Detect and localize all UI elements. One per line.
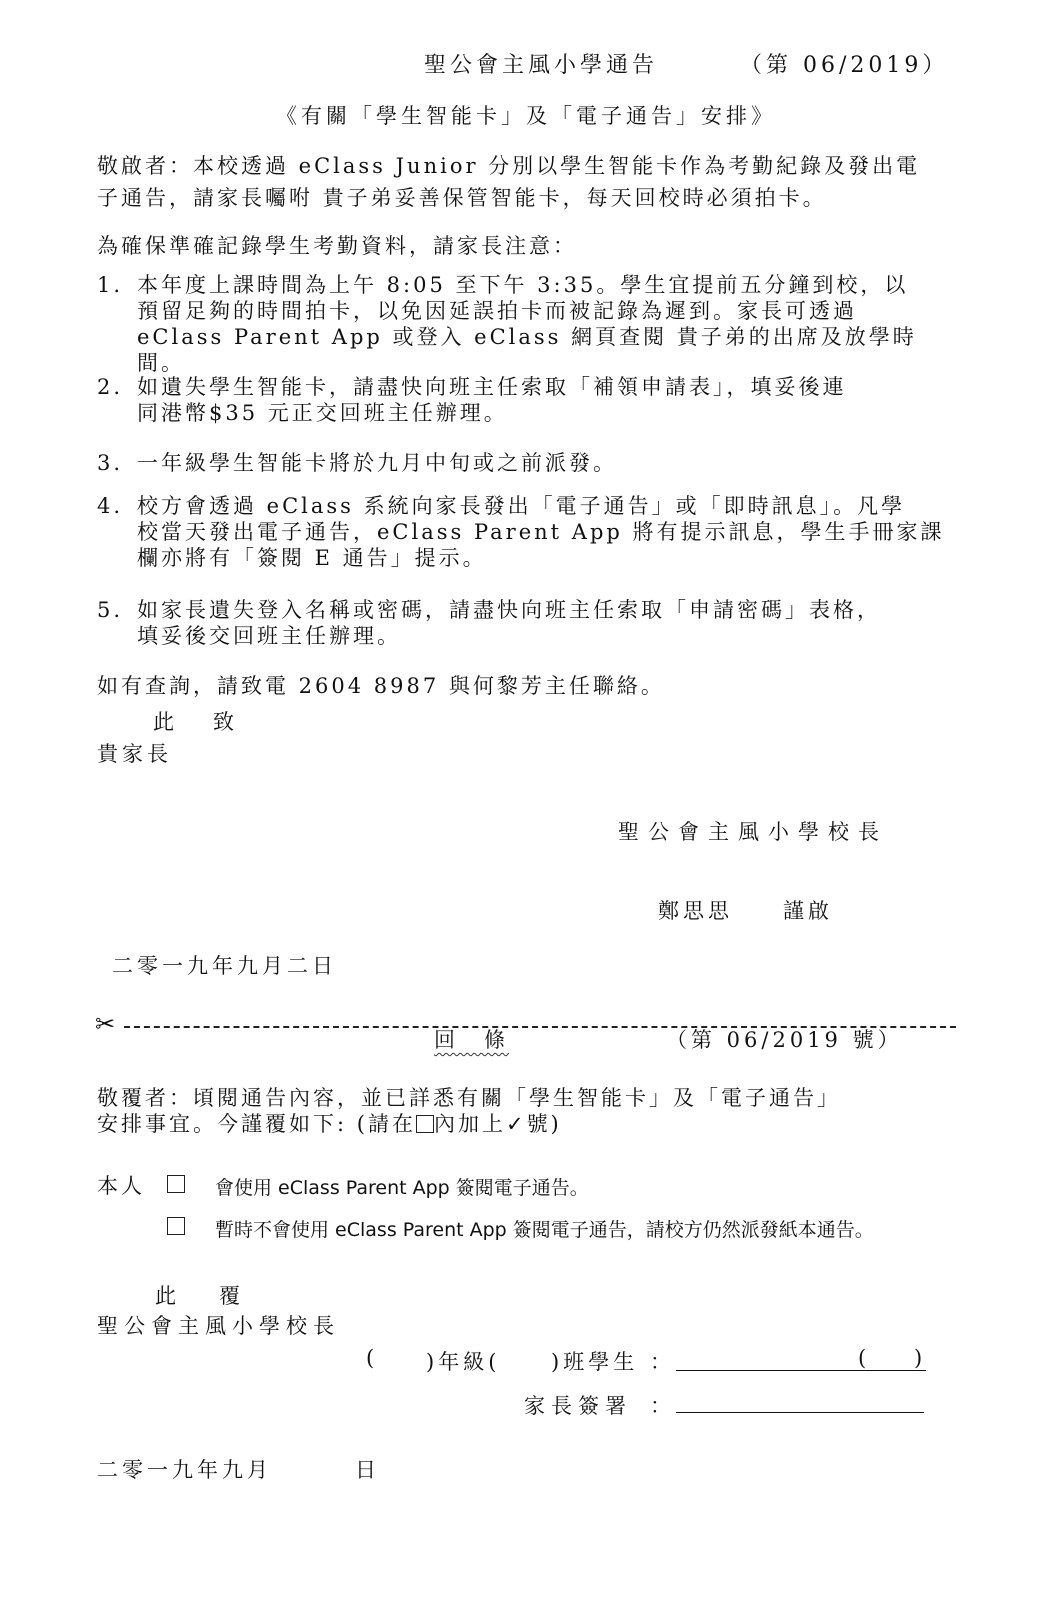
parent-signature-line[interactable] <box>676 1412 924 1413</box>
signer-name: 鄭思思 <box>658 899 733 923</box>
intro-line-2: 子通告，請家長囑咐 貴子弟妥善保管智能卡，每天回校時必須拍卡。 <box>97 186 827 210</box>
item-number: 3. <box>97 451 124 475</box>
option-2-label: 暫時不會使用 eClass Parent App 簽閱電子通告，請校方仍然派發紙本通告。 <box>215 1219 874 1241</box>
reply-self: 本人 <box>97 1174 145 1198</box>
reply-addressee: 聖公會主風小學校長 <box>97 1314 340 1338</box>
item-number: 4. <box>97 494 124 518</box>
reply-date-suffix: 日 <box>355 1458 380 1482</box>
notice-subtitle: 《有關「學生智能卡」及「電子通告」安排》 <box>276 104 776 128</box>
student-colon: ： <box>650 1350 675 1374</box>
option-1-checkbox[interactable] <box>167 1175 185 1195</box>
notice-item-3 <box>97 450 957 476</box>
scissors-icon: ✂ <box>95 1010 116 1038</box>
grade-open-paren: ( <box>366 1346 379 1370</box>
intro-line-1: 敬啟者：本校透過 eClass Junior 分別以學生智能卡作為考勤紀錄及發出電 <box>97 154 921 178</box>
item-line: 預留足夠的時間拍卡，以免因延誤拍卡而被記錄為遲到。家長可透過 <box>137 299 857 323</box>
item-number: 2. <box>97 375 124 399</box>
notice-item-2 <box>97 374 957 426</box>
reply-ci: 此 <box>155 1284 180 1308</box>
reply-title: 回 條 <box>434 1028 509 1052</box>
item-line: 校方會透過 eClass 系統向家長發出「電子通告」或「即時訊息」。凡學 <box>137 494 906 518</box>
item-line: 填妥後交回班主任辦理。 <box>137 624 401 648</box>
item-line: 同港幣$35 元正交回班主任辦理。 <box>137 401 508 425</box>
item-line: 欄亦將有「簽閱 E 通告」提示。 <box>137 546 487 570</box>
signer-respect: 謹啟 <box>783 899 833 923</box>
item-number: 5. <box>97 598 124 622</box>
item-line: 一年級學生智能卡將於九月中旬或之前派發。 <box>137 451 617 475</box>
item-line: 如家長遺失登入名稱或密碼，請盡快向班主任索取「申請密碼」表格， <box>137 598 881 622</box>
parent-colon: ： <box>650 1394 675 1418</box>
example-checkbox <box>416 1115 434 1133</box>
item-number: 1. <box>97 273 124 297</box>
notice-date: 二零一九年九月二日 <box>112 954 337 978</box>
check-icon: ✓ <box>505 1112 527 1136</box>
notice-item-4 <box>97 493 957 571</box>
enquiry-line: 如有查詢，請致電 2604 8987 與何黎芳主任聯絡。 <box>97 674 665 698</box>
notice-title: 聖公會主風小學通告 <box>424 53 659 78</box>
notice-item-5 <box>97 597 957 649</box>
sender-principal: 聖公會主風小學校長 <box>618 820 888 844</box>
item-line: 本年度上課時間為上午 8:05 至下午 3:35。學生宜提前五分鐘到校，以 <box>137 273 909 297</box>
reply-line-2: 安排事宜。今謹覆如下: (請在 內加上✓號) <box>97 1112 562 1136</box>
grade-label: )年級( <box>426 1350 501 1374</box>
salutation-zhi: 致 <box>213 710 238 734</box>
class-number-open: ( <box>858 1346 871 1370</box>
reply-notice-number: （第 06/2019 號） <box>666 1028 903 1052</box>
reply-fu: 覆 <box>219 1284 244 1308</box>
intro-notice: 為確保準確記錄學生考勤資料，請家長注意： <box>97 234 577 258</box>
item-line: eClass Parent App 或登入 eClass 網頁查閱 貴子弟的出席及放學時間。 <box>137 325 917 375</box>
salutation-ci: 此 <box>153 710 178 734</box>
item-line: 校當天發出電子通告，eClass Parent App 將有提示訊息，學生手冊家課 <box>137 520 945 544</box>
notice-item-1 <box>97 272 957 376</box>
class-label: )班學生 <box>551 1350 639 1374</box>
option-1-label: 會使用 eClass Parent App 簽閱電子通告。 <box>215 1177 589 1199</box>
item-line: 如遺失學生智能卡，請盡快向班主任索取「補領申請表」，填妥後連 <box>137 375 847 399</box>
student-name-line[interactable] <box>676 1370 926 1371</box>
addressee: 貴家長 <box>97 742 172 766</box>
notice-number: （第 06/2019） <box>740 53 949 78</box>
reply-line-1: 敬覆者：頃閱通告內容，並已詳悉有關「學生智能卡」及「電子通告」 <box>97 1086 841 1110</box>
class-number-close: ) <box>914 1346 927 1370</box>
parent-signature-label: 家長簽署 <box>524 1394 632 1418</box>
reply-date-prefix: 二零一九年九月 <box>97 1458 272 1482</box>
option-2-checkbox[interactable] <box>167 1217 185 1237</box>
